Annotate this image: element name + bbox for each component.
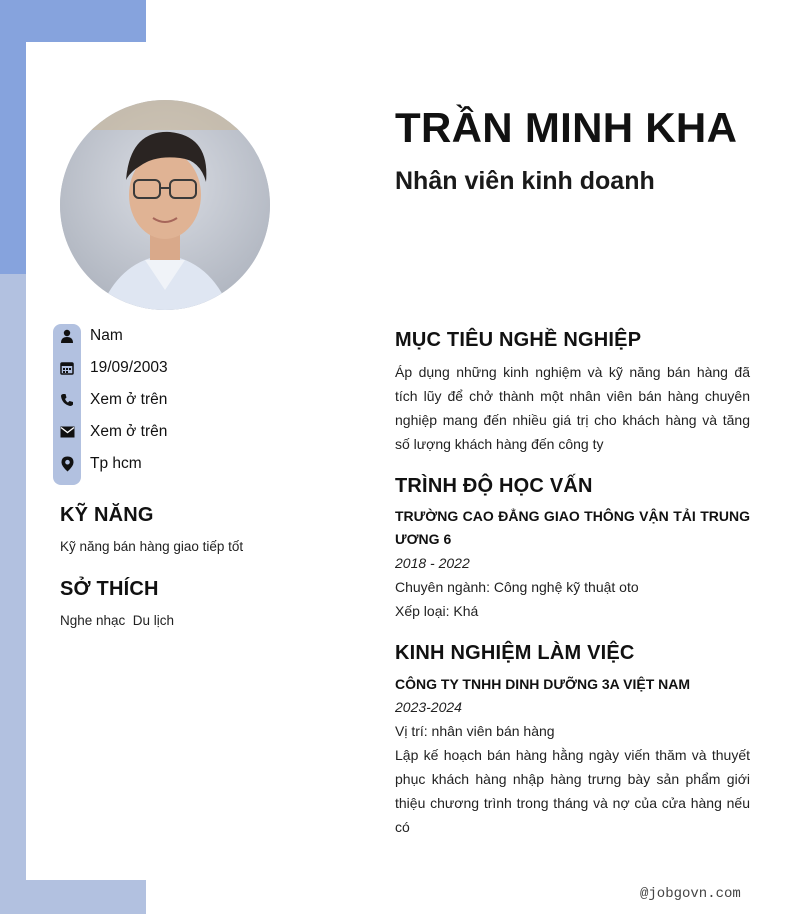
education-heading: TRÌNH ĐỘ HỌC VẤN [395,475,593,497]
experience-period: 2023-2024 [395,699,462,715]
user-icon [53,322,81,350]
contact-value: 19/09/2003 [90,359,168,376]
skills-heading: KỸ NĂNG [60,504,154,526]
objective-heading: MỤC TIÊU NGHỀ NGHIỆP [395,329,642,351]
experience-heading: KINH NGHIỆM LÀM VIỆC [395,642,635,664]
footer-watermark: @jobgovn.com [640,886,741,902]
contact-value: Nam [90,327,123,344]
experience-description: Lập kế hoạch bán hàng hằng ngày viến thăm và thuyết phục khách hàng nhập hàng trưng bày sản phẩm giới thiệu chương trình trong tháng và nợ của cửa hàng nếu có [395,747,750,835]
phone-icon [53,386,81,414]
candidate-title: Nhân viên kinh doanh [395,167,655,195]
location-pin-icon [53,450,81,478]
avatar [60,100,270,310]
candidate-name: TRẦN MINH KHA [395,104,738,151]
contact-value: Tp hcm [90,455,142,472]
calendar-icon [53,354,81,382]
contact-value: Xem ở trên [90,423,168,440]
education-period: 2018 - 2022 [395,555,470,571]
skills-text: Kỹ năng bán hàng giao tiếp tốt [60,539,244,554]
contact-birthdate [53,354,353,382]
objective-text: Áp dụng những kinh nghiệm và kỹ năng bán hàng đã tích lũy để chở thành một nhân viên bán hàng chuyên nghiệp mang đến nhiều giá trị cho khách hàng và tăng số lượng khách hàng đến công ty [395,364,750,452]
contact-location [53,450,353,478]
education-school: TRƯỜNG CAO ĐẲNG GIAO THÔNG VẬN TẢI TRUNG ƯƠNG 6 [395,508,750,547]
experience-company: CÔNG TY TNHH DINH DƯỠNG 3A VIỆT NAM [395,676,691,692]
hobbies-text: Nghe nhạc Du lịch [60,613,175,628]
contact-value: Xem ở trên [90,391,168,408]
mail-icon [53,418,81,446]
education-rank: Xếp loại: Khá [395,603,479,619]
hobbies-heading: SỞ THÍCH [60,578,159,600]
contact-email [53,418,353,446]
contact-phone [53,386,353,414]
experience-position: Vị trí: nhân viên bán hàng [395,723,555,739]
contact-gender [53,322,353,350]
avatar-photo [60,100,270,310]
education-major: Chuyên ngành: Công nghệ kỹ thuật oto [395,579,639,595]
